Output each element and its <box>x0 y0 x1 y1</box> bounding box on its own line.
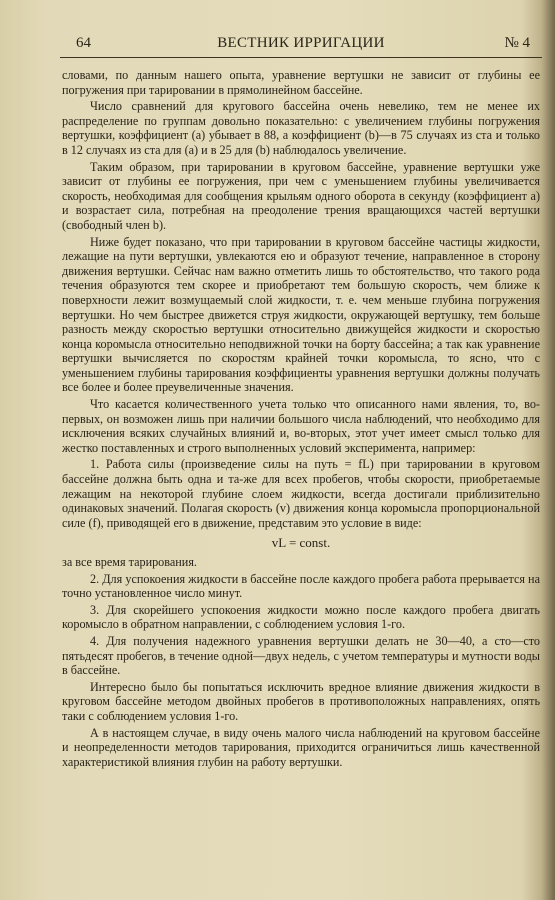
page-number: 64 <box>76 35 91 51</box>
paragraph: Таким образом, при тарировании в круговом бассейне, уравнение вертушки уже зависит от глубины ее погружения, при чем с уменьшением глубины увеличивается скорость, необходимая для сообщения крыльям одного оборота в секунду (коэффициент a) и возрастает сила, потребная на преодоление трения вращающихся частей вертушки (свободный член b). <box>62 159 540 232</box>
journal-title: ВЕСТНИК ИРРИГАЦИИ <box>217 35 385 51</box>
body-text <box>62 68 540 771</box>
paragraph: Ниже будет показано, что при тарировании в круговом бассейне частицы жидкости, лежащие на пути вертушки, увлекаются ею и образуют течение, направленное в сторону движения вертушки. Сейчас нам важно отметить лишь то обстоятельство, что такого рода течения образуются тем скорее и приобретают тем большую скорость, чем ближе к поверхности лежит возмущаемый слой жидкости, т. е. чем меньше глубина погружения вертушки. Но чем быстрее движется струя жидкости, окружающей вертушку, тем больше разность между скоростью вертушки относительно движущейся жидкости и скоростью конца коромысла относительно неподвижной точки на борту бассейна; а так как уравнение вертушки вычисляется по скоростям крайней точки коромысла, то ясно, что с уменьшением глубины тарирования коэффициенты уравнения вертушки должны получать все более и более преувеличенные значения. <box>62 234 540 395</box>
list-item: 4. Для получения надежного уравнения вертушки делать не 30—40, а сто—сто пятьдесят пробегов, в течение одной—двух недель, с учетом температуры и мутности воды в бассейне. <box>62 633 540 678</box>
paragraph: А в настоящем случае, в виду очень малого числа наблюдений на круговом бассейне и неопределенности методов тарирования, приходится ограничиться лишь качественной характеристикой влияния глубин на работу вертушки. <box>62 725 540 769</box>
paragraph: за все время тарирования. <box>62 555 197 569</box>
paragraph: Что касается количественного учета только что описанного нами явления, то, во-первых, он возможен лишь при наличии большого числа наблюдений, что необходимо для исключения всяких случайных влияний и, во-вторых, этот учет имеет смысл только для жестко поставленных и строго выполненных условий эксперимента, например: <box>62 397 540 455</box>
header-rule <box>60 57 542 58</box>
paragraph: словами, по данным нашего опыта, уравнение вертушки не зависит от глубины ее погружения при тарировании в прямолинейном бассейне. <box>62 68 540 97</box>
formula: vL = const. <box>271 535 331 551</box>
list-item: 2. Для успокоения жидкости в бассейне после каждого пробега работа прерывается на точно установленное число минут. <box>62 571 540 601</box>
list-item: 1. Работа силы (произведение силы на путь = fL) при тарировании в круговом бассейне должна быть одна и та-же для всех пробегов, чтобы скорости, приобретаемые лежащим на некоторой глубине слоем жидкости, всегда достигали приблизительно одинаковых значений. Полагая скорость (v) движения конца коромысла пропорциональной силе (f), приводящей его в движение, представим это условие в виде: <box>62 457 540 530</box>
paragraph: Интересно было бы попытаться исключить вредное влияние движения жидкости в круговом бассейне методом двойных пробегов в противоположных направлениях, опять таки с соблюдением условия 1-го. <box>62 679 540 723</box>
running-header <box>62 35 540 55</box>
list-item: 3. Для скорейшего успокоения жидкости можно после каждого пробега двигать коромысло в обратном направлении, с соблюдением условия 1-го. <box>62 602 540 632</box>
issue-number: № 4 <box>504 35 530 51</box>
paragraph: Число сравнений для кругового бассейна очень невелико, тем не менее их распределение по группам довольно показательно: с увеличением глубины погружения вертушки, коэффициент (a) убывает в 88, а коэффициент (b)—в 75 случаях из ста и только в 12 случаях из ста для (a) и в 25 для (b) наблюдалось увеличение. <box>62 99 540 157</box>
page-edge-shadow <box>541 0 555 900</box>
